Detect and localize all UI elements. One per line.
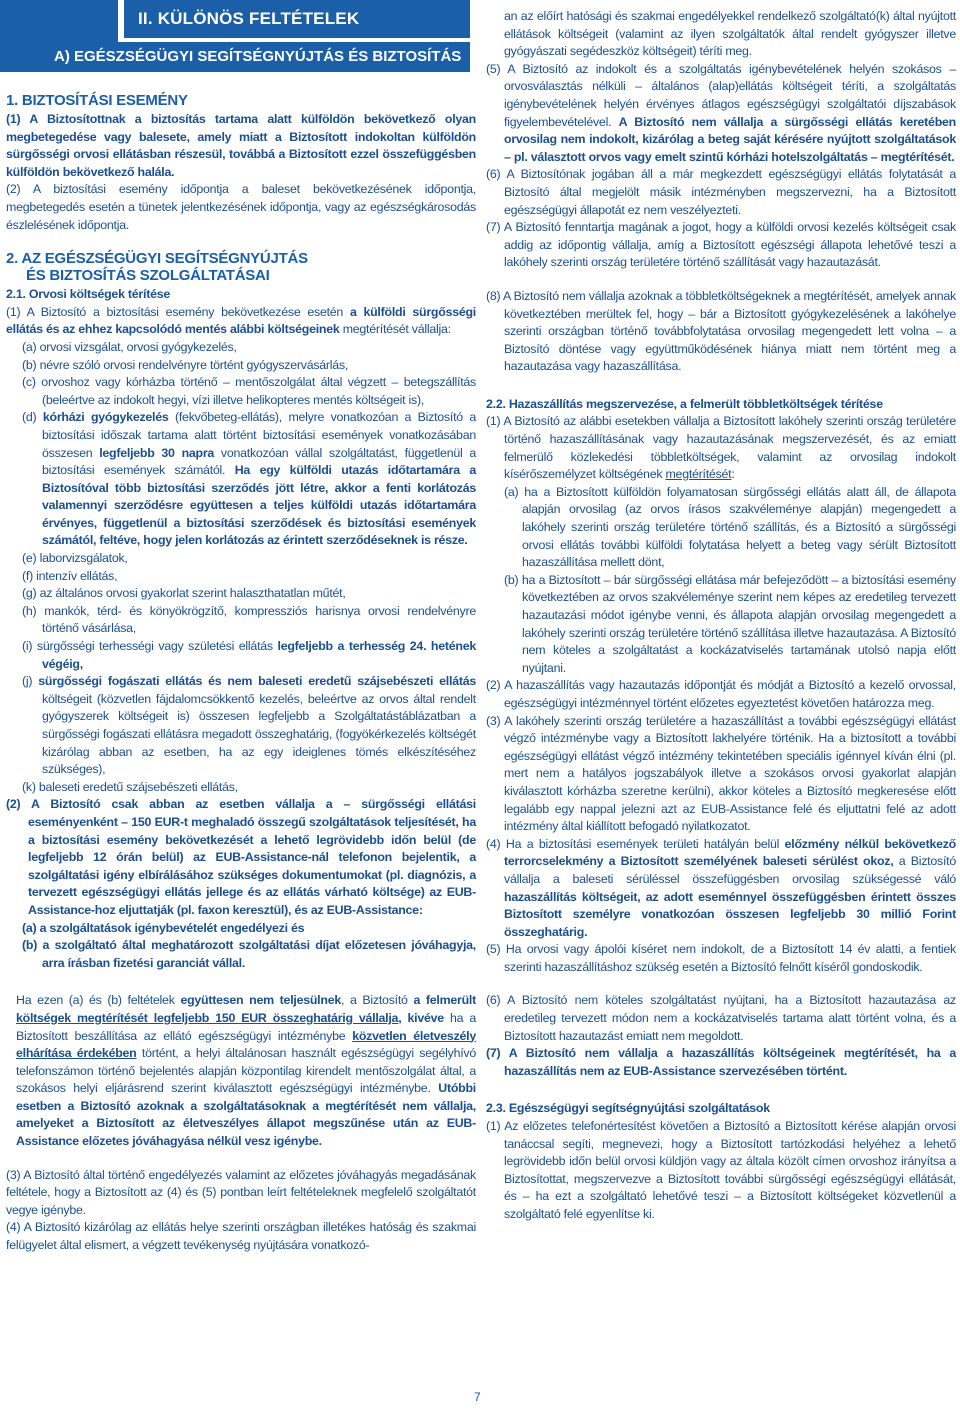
paragraph-2-2-2: (2) A hazaszállítás vagy hazautazás időpontját és módját a Biztosító a kezelő orvossal, egészségügyi intézménnyel történt előzetes egyeztetést követően határozza meg. bbox=[486, 678, 956, 710]
text-bold-underline: költségek megtérítését legfeljebb 150 EUR összeghatárig vállalja bbox=[16, 1010, 399, 1025]
paragraph-2-2-5: (5) Ha orvosi vagy ápolói kíséret nem indokolt, de a Biztosított 14 év alatti, a fentiek szerinti hazaszállításhoz szükség esetén a Biztosító felnőtt kíséről gondoskodik. bbox=[486, 942, 956, 974]
paragraph-2-2-6: (6) A Biztosító nem köteles szolgáltatást nyújtani, ha a Biztosított hazautazása az eredetileg tervezett módon nem a kockázatviselés tartama alatt történt volna, és a Biztosított hazautazást emiatt nem megoldott. bbox=[486, 993, 956, 1043]
text-bold: előzmény nélkül bekövetkező terrorcselekmény a Biztosított személyének baleseti sérülést okoz, bbox=[504, 836, 956, 869]
paragraph-2-3-1: (1) Az előzetes telefonértesítést követően a Biztosító a Biztosított kérése alapján orvosi tanáccsal segíti, megnevezi, hogy a Biztosított tartózkodási helyéhez a lehető legrövidebb időn belül orvosi küldjön vagy az általa közölt címen orvoshoz irányítsa a Biztosítottat, megszervezve a Biztosított további sürgősségi egészségügyi ellátását, és – ha ezt a szolgáltató lehetővé teszi – a Biztosított költségeket közvetlenül a szolgáltató felé egyenlítse ki. bbox=[486, 1119, 956, 1221]
text: (d) bbox=[22, 410, 43, 425]
text: megtérítését vállalja: bbox=[339, 322, 451, 337]
text: (1) A Biztosító az alábbi esetekben vállalja a Biztosított lakóhely szerinti ország területére történő hazaszállításának vagy hazautazásának megszervezését, és az emiatt felmerülő közlekedési többletköltségek, valamint az orvosilag indokolt kísérőszemélyzet költségének bbox=[486, 414, 956, 482]
paragraph-2-2-4 bbox=[486, 836, 956, 942]
list-item-c: (c) orvoshoz vagy kórházba történő – mentőszolgálat által végzett – betegszállítás (beleértve az indokolt hegyi, vízi illetve helikopteres mentés költségeit is), bbox=[22, 375, 476, 407]
note-paragraph bbox=[6, 992, 476, 1150]
section-title: A) EGÉSZSÉGÜGYI SEGÍTSÉGNYÚJTÁS ÉS BIZTOSÍTÁS bbox=[10, 42, 470, 72]
text-bold: kórházi gyógykezelés bbox=[42, 410, 169, 425]
text-bold: hazaszállítás költségeit, az adott eseménnyel összefüggésben érintett összes Biztosított személyre vonatkozóan összesen legfeljebb 30 millió Forint összeghatárig. bbox=[504, 889, 956, 939]
paragraph-2-2-1 bbox=[486, 413, 956, 483]
right-column bbox=[486, 8, 956, 1224]
text-bold: legfeljebb 30 napra bbox=[99, 445, 215, 460]
list-item-i bbox=[6, 638, 476, 673]
text-bold: sürgősségi fogászati ellátás és nem baleseti eredetű szájsebészeti ellátás bbox=[38, 674, 476, 689]
text-underline: megtérítését bbox=[665, 467, 732, 482]
text-bold: a felmerült bbox=[413, 993, 476, 1008]
heading-2-3: 2.3. Egészségügyi segítségnyújtási szolgáltatások bbox=[486, 1101, 770, 1116]
text: (j) bbox=[22, 674, 39, 689]
page-number: 7 bbox=[474, 1390, 481, 1404]
text-bold: A Biztosító nem vállalja a sürgősségi ellátás keretében orvosilag nem indokolt, kizárólag a beteg saját kérésére nyújtott szolgáltatások – pl. választott orvos vagy emelt szintű kórházi hotelszolgáltatás – megtérítését. bbox=[504, 114, 956, 164]
text-bold: együttesen nem teljesülnek bbox=[180, 993, 341, 1008]
paragraph-1-2: (2) A biztosítási esemény időpontja a baleset bekövetkezésének időpontja, megbetegedés esetén a tünetek jelentkezésének időpontja, vagy az egészségkárosodás észlelésének időpontja. bbox=[6, 182, 476, 232]
text-bold: , kivéve bbox=[398, 1010, 444, 1025]
paragraph-continuation: an az előírt hatósági és szakmai engedélyekkel rendelkező szolgáltató(k) által nyújtott ellátások költségeit (valamint az ilyen szolgáltatók által rendelt gyógyszer illetve gyógyászati segédeszköz költségeit) téríti meg. bbox=[504, 9, 956, 59]
text: (5) A Biztosító az indokolt és a szolgáltatás igénybevételének helyén szokásos – orvosválasztás nélküli – általános (alap)ellátás költségeit téríti, a szolgáltatás igénybevételének helyén érvényes átlagos egészségügyi szolgáltatói díjszabások figyelembevételével. bbox=[486, 61, 956, 129]
text: költségeit (közvetlen fájdalomcsökkentő kezelés, beleértve az orvos által rendelt gyógyszerek költségeit is) összesen legfeljebb a Szolgáltatástáblázatban a sürgősségi fogászati ellátásra megadott összeghatárig, (fogyökérkezelés költségét kizárólag abban az esetben, ha az egy ideiglenes tömés elkészítéséhez szükséges), bbox=[42, 691, 476, 777]
list-item-d bbox=[6, 409, 476, 550]
text-bold: a külföldi sürgősségi ellátás és az ehhez kapcsolódó mentés alábbi költségeinek bbox=[6, 304, 477, 337]
paragraph-2-1-2-b: (b) a szolgáltató által meghatározott szolgáltatási díjat előzetesen jóváhagyja, arra írásban fizetési garanciát vállal. bbox=[22, 938, 476, 970]
text: (i) sürgősségi terhességi vagy születési ellátás bbox=[22, 639, 278, 654]
paragraph-2-1-7: (7) A Biztosító fenntartja magának a jogot, hogy a külföldi orvosi kezelés költségeit csak addig az időpontig vállalja, amíg a Biztosított egészségi állapota lehetővé teszi a lakóhely szerinti ország területére történő szállítását vagy hazautazását. bbox=[486, 220, 956, 270]
text-bold-underline: közvetlen életveszély elhárítása érdekében bbox=[16, 1028, 476, 1061]
paragraph-2-1-1 bbox=[6, 304, 476, 339]
text: történt, a helyi általánosan használt egészségügyi segélyhívó telefonszámon történő bejelentés alapján központilag kirendelt mentőszolgálat által, a szokásos helyi eljárásrend szerint kiválasztott egészségügyi intézménybe. bbox=[16, 1046, 476, 1096]
heading-biztositasi-esemeny: 1. BIZTOSÍTÁSI ESEMÉNY bbox=[6, 92, 188, 109]
list-item-2-2-a: (a) ha a Biztosított külföldön folyamatosan sürgősségi ellátás alatt áll, de állapota alapján orvosilag (az orvos írásos szakvéleménye alapján) megengedett a lakóhely szerinti ország területére történő szállítás, és a Biztosító a sürgősségi orvosi ellátás további külföldi folytatása helyett a beteg vagy sérült Biztosított hazaszállítása mellett dönt, bbox=[504, 484, 956, 570]
text: (fekvőbeteg-ellátás), melyre vonatkozóan a Biztosító a biztosítási időszak tartama alatt történt biztosítási események vonatkozásában összesen bbox=[42, 410, 476, 460]
page-title: II. KÜLÖNÖS FELTÉTELEK bbox=[124, 0, 470, 38]
paragraph-2-2-7: (7) A Biztosító nem vállalja a hazaszállítás költségeinek megtérítését, ha a hazaszállítás nem az EUB-Assistance szervezésében történt. bbox=[486, 1046, 956, 1078]
text: ha a Biztosított beszállítása az ellátó egészségügyi intézménybe bbox=[16, 1010, 476, 1043]
left-column bbox=[6, 86, 476, 1255]
heading-section-2-line2: ÉS BIZTOSÍTÁS SZOLGÁLTATÁSAI bbox=[26, 267, 270, 285]
list-item-h: (h) mankók, térd- és könyökrögzítő, kompressziós harisnya orvosi rendelvényre történő vásárlása, bbox=[22, 603, 476, 636]
list-item-k: (k) baleseti eredetű szájsebészeti ellátás, bbox=[22, 779, 238, 794]
list-item-b: (b) névre szóló orvosi rendelvényre történt gyógyszervásárlás, bbox=[22, 357, 349, 372]
text-bold: legfeljebb a terhesség 24. hetének végéig, bbox=[42, 639, 477, 671]
paragraph-2-1-5 bbox=[486, 61, 956, 167]
list-item-j bbox=[6, 673, 476, 779]
list-item-g: (g) az általános orvosi gyakorlat szerint halaszthatatlan műtét, bbox=[22, 586, 346, 601]
text: vonatkozóan vállal szolgáltatást, függetlenül a biztosítási események számától. bbox=[42, 445, 476, 478]
heading-2-2: 2.2. Hazaszállítás megszervezése, a felmerült többletköltségek térítése bbox=[486, 396, 883, 411]
heading-section-2 bbox=[6, 250, 476, 284]
heading-2-1: 2.1. Orvosi költségek térítése bbox=[6, 287, 170, 302]
list-item-2-2-b: (b) ha a Biztosított – bár sürgősségi ellátása már befejeződött – a biztosítási esemény következtében az orvos szakvéleménye szerint nem képes az eredetileg tervezett hazautazási módot igénybe venni, és állapota alapján orvosilag megengedett a lakóhely szerinti ország területére történő szállítása illetve hazautazása. A Biztosító nem köteles a szolgáltatást a kockázatviselés tartamának utolsó napja előtt nyújtani. bbox=[504, 572, 956, 675]
paragraph-2-1-3: (3) A Biztosító által történő engedélyezés valamint az előzetes jóváhagyás megadásának feltétele, hogy a Biztosított az (4) és (5) pontban leírt feltételeknek megfelelő szolgáltatót vegye igénybe. bbox=[6, 1167, 476, 1217]
text-bold: Utóbbi esetben a Biztosító azoknak a szolgáltatásoknak a megtérítését nem vállalja, amelyeket a Biztosított az életveszélyes állapot megszűnése után az EUB-Assistance előzetes jóváhagyása nélkül vesz igénybe. bbox=[16, 1081, 476, 1149]
paragraph-2-1-6: (6) A Biztosítónak jogában áll a már megkezdett egészségügyi ellátás folytatását a Biztosító által megjelölt másik intézményben megszervezni, ha a Biztosított egészségügyi állapotát ez nem veszélyezteti. bbox=[486, 167, 956, 217]
heading-section-2-line1: 2. AZ EGÉSZSÉGÜGYI SEGÍTSÉGNYÚJTÁS bbox=[6, 250, 308, 268]
text: (4) Ha a biztosítási események területi hatályán belül bbox=[486, 836, 785, 851]
paragraph-2-2-3: (3) A lakóhely szerinti ország területére a hazaszállítást a további egészségügyi ellátást végző intézménybe vagy a Biztosított lakhelyére történik. Ha a biztosított a további egészségügyi ellátást végző intézmény tekintetében speciális igénnyel kíván élni (pl. mert nem a hatályos jogszabályok illetve a szokásos orvosi gyakorlat alapján kiválasztott kórházba szeretne kerülni), akkor köteles a Biztosító megkeresése előtt legalább egy nappal jelezni azt az EUB-Assistance felé és eljuttatni felé az adott intézmény által kiállított befogadó nyilatkozatot. bbox=[486, 713, 956, 834]
text: Ha ezen (a) és (b) feltételek bbox=[16, 993, 181, 1008]
list-item-a: (a) orvosi vizsgálat, orvosi gyógykezelés, bbox=[22, 339, 237, 354]
paragraph-2-1-8: (8) A Biztosító nem vállalja azoknak a többletköltségeknek a megtérítését, amelyek annak következtében merültek fel, hogy – bár a Biztosított gyógykezelésének a lakóhelye szerinti országban történő továbbfolytatása orvosilag megengedett lett volna – a Biztosító döntése vagy együttműködésének hiánya miatt nem történt meg a hazautazása vagy hazaszállítása. bbox=[486, 288, 956, 374]
text-bold: Ha egy külföldi utazás időtartamára a Biztosítóval több biztosítási szerződés jött létre, akkor a fenti korlátozás valamennyi szerződésre együttesen a teljes külföldi utazás időtartamára érvényes, függetlenül a biztosítási szerződések és biztosítási események számától, feltéve, hogy jelen korlátozás az érintett szerződéseknek is része. bbox=[42, 463, 476, 548]
text: , a Biztosító bbox=[340, 993, 414, 1008]
text: a Biztosító vállalja a baleseti sérüléssel összefüggésben orvosilag szükségessé váló bbox=[504, 854, 956, 886]
paragraph-2-1-4: (4) A Biztosító kizárólag az ellátás helye szerinti országban illetékes hatóság és szakmai felügyelet által elismert, a végzett tevékenység nyújtására vonatkozó- bbox=[6, 1220, 476, 1253]
list-item-e: (e) laborvizsgálatok, bbox=[22, 551, 128, 566]
paragraph-1-1: (1) A Biztosítottnak a biztosítás tartama alatt külföldön bekövetkező olyan megbetegedése vagy balesete, amely miatt a Biztosított indokoltan külföldön sürgősségi orvosi ellátásban részesül, továbbá a Biztosított ezzel összefüggésben külföldön bekövetkező halála. bbox=[6, 112, 476, 179]
list-item-f: (f) intenzív ellátás, bbox=[22, 568, 118, 583]
text: (1) A Biztosító a biztosítási esemény bekövetkezése esetén bbox=[6, 304, 350, 319]
paragraph-2-1-2-a: (a) a szolgáltatások igénybevételét engedélyezi és bbox=[22, 920, 305, 935]
paragraph-2-1-2: (2) A Biztosító csak abban az esetben vállalja a – sürgősségi ellátási eseményenként – 150 EUR-t meghaladó összegű szolgáltatások teljesítését, ha a biztosítási esemény bekövetkezését a lehető legrövidebb időn belül (de legfeljebb 12 órán belül) az EUB-Assistance-nál telefonon bejelentik, a szolgáltatási igény elbírálásához szükséges dokumentumokat (pl. diagnózis, a tervezett egészségügyi ellátás jellege és az ellátás várható költsége) az EUB-Assistance-hoz eljuttatják (pl. faxon keresztül), és az EUB-Assistance: bbox=[6, 797, 476, 917]
text: : bbox=[731, 467, 735, 482]
